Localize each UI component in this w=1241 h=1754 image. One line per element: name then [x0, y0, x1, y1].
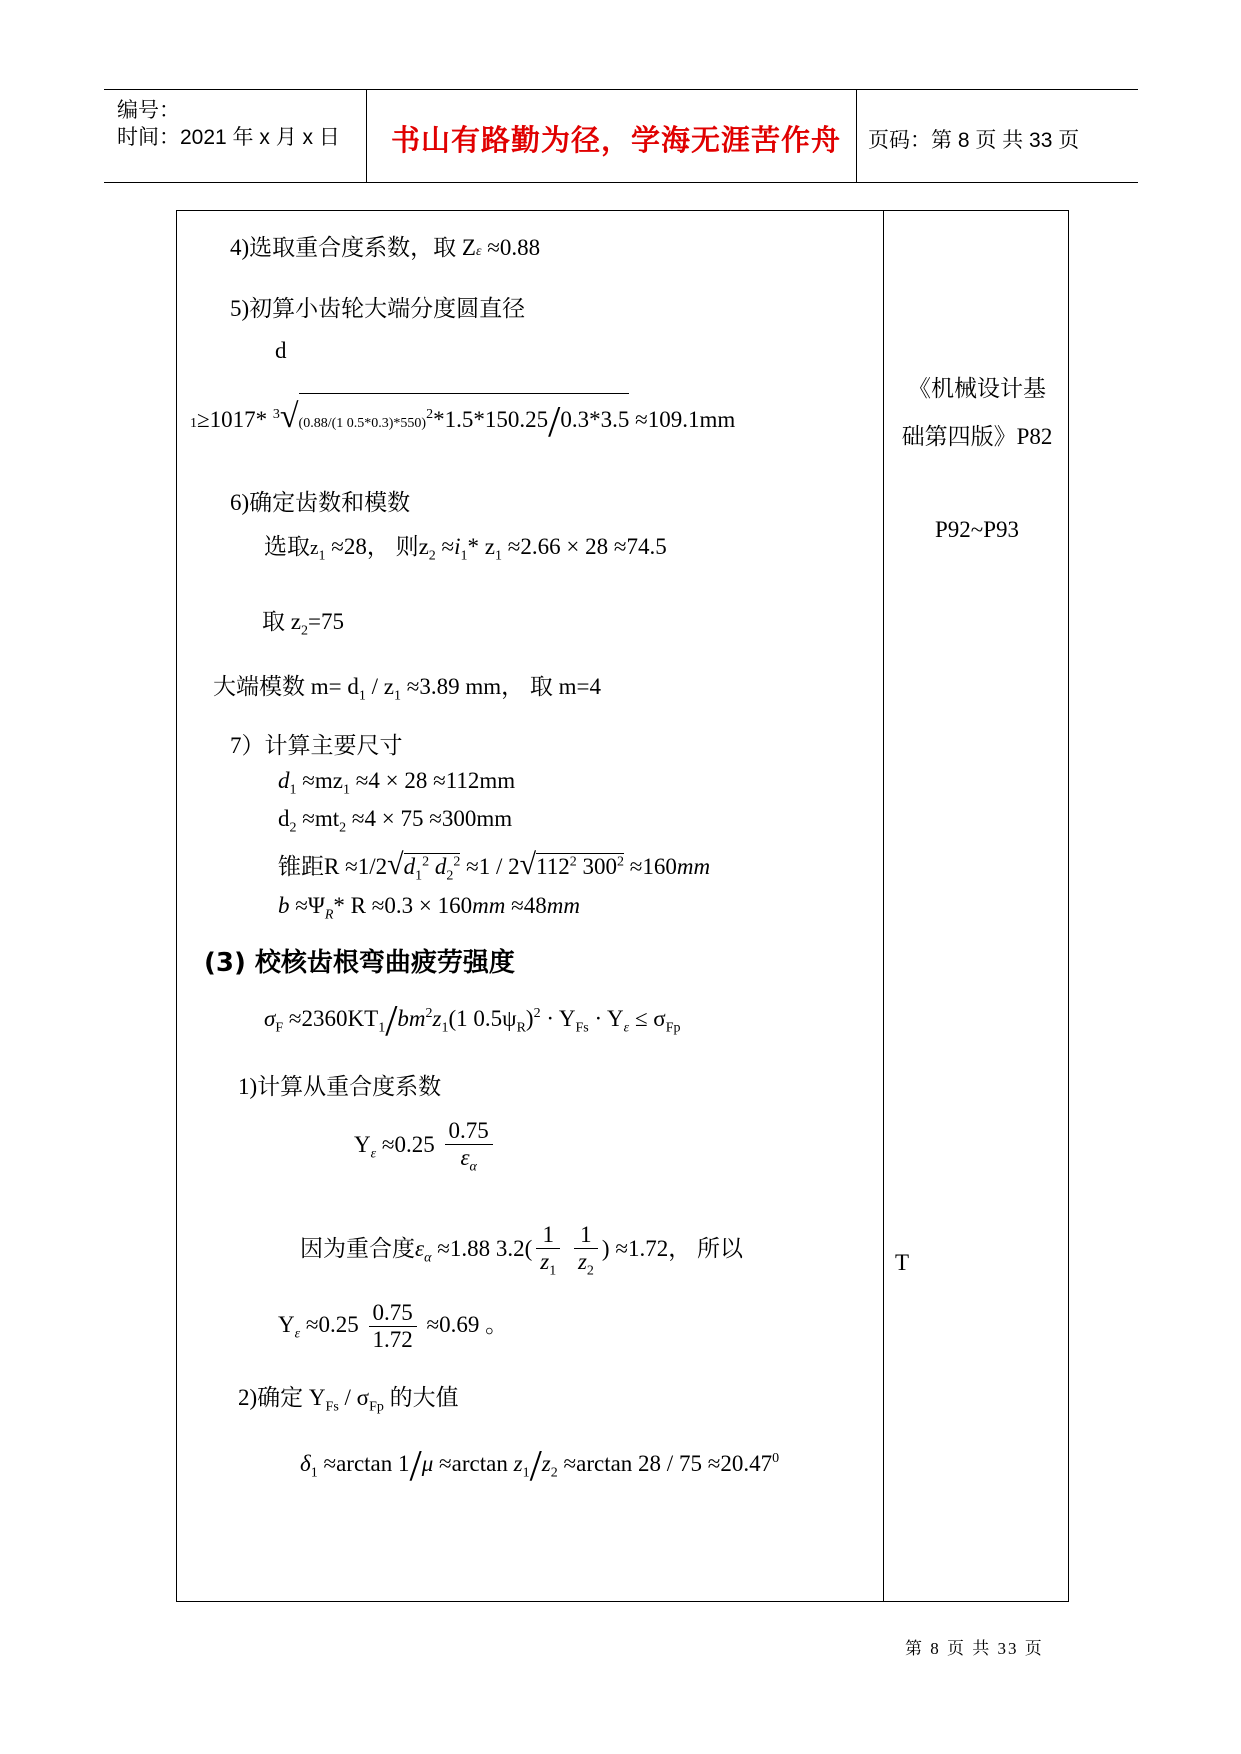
- header-divider-right: [856, 89, 857, 183]
- contact-ratio-line: 因为重合度$\varepsilon_\alpha \approx 1.88$ 3.2( $\frac{1}{z_1}$ $\frac{1}{z_2}$ ) ≈1.72， 所以: [300, 1222, 743, 1279]
- cone-distance-calc: 锥距$R \approx 1/2√d_1^2$ $d_2^2 \approx 1 / 2√112^2$ $300^2 \approx 160mm$: [278, 848, 711, 884]
- header-divider-left: [366, 89, 367, 183]
- d2-calc: $d_2 \approx mt_2 \approx 4 \times 75 \approx 300mm$: [278, 806, 513, 836]
- face-width-calc: $b \approx\Psi_R*$ R ≈0.3 × 160mm ≈48mm: [278, 893, 580, 923]
- step-2-heading: 2)确定 $Y_{Fs} / \sigma_{Fp}$ 的大值: [238, 1385, 459, 1415]
- formula-d-label: d: [275, 338, 287, 363]
- header-bottom-rule: [104, 182, 1138, 183]
- side-mark: T: [895, 1250, 910, 1275]
- reference-pages: P92~P93: [934, 517, 1020, 542]
- reference-line-1: 《机械设计基: [908, 376, 1046, 401]
- step-1-heading: 1)计算从重合度系数: [238, 1074, 442, 1099]
- step-7-heading: 7）计算主要尺寸: [230, 733, 403, 758]
- header-motto: 书山有路勤为径，学海无涯苦作舟: [391, 123, 842, 157]
- cone-angle-formula: $\delta_1 \approx\arctan$ 1/μ ≈arctan $z_1/z_2 \approx\arctan$ $28 / 75 \approx 20.47^0$: [300, 1441, 780, 1490]
- step-6-heading: 6)确定齿数和模数: [230, 490, 411, 515]
- page-footer: 第 8 页 共 33 页: [905, 1639, 1044, 1658]
- module-line: 大端模数 $m= d_1 / z_1 \approx 3.89$ mm， 取 m=4: [213, 674, 602, 704]
- page-indicator: 页码：第 8 页 共 33 页: [868, 129, 1080, 152]
- teeth-selection-line: 选取$z_1 \approx 28$， 则$z_2 \approx i_1*$ $z_1 \approx 2.66 \times 28 \approx 74.5$: [264, 534, 667, 564]
- formula-d1: 1≥1017* $^3$√(0.88/(1 0.5*0.3)*550)$^2$*1.5*150.25/0.3*3.5 ≈109.1mm: [190, 393, 735, 447]
- step-5-heading: 5)初算小齿轮大端分度圆直径: [230, 296, 526, 321]
- bending-stress-formula: $\sigma_F \approx 2360KT_1/bm^2z_1(1$ $0.5\psi_R)^2 \cdot Y_{Fs} \cdot Y_\varepsilon \le \sigma_{Fp}$: [264, 996, 681, 1045]
- y-epsilon-formula: $Y_\varepsilon \approx 0.25$ $\frac{0.75}{\varepsilon_\alpha}$: [354, 1118, 497, 1176]
- table-column-divider: [883, 210, 884, 1602]
- z2-selection-line: 取 $z_2=75$: [262, 609, 344, 639]
- y-epsilon-result: $Y_\varepsilon \approx 0.25$ $\frac{0.75}{1.72}$ ≈0.69 。: [278, 1300, 509, 1352]
- doc-number-label: 编号：: [117, 99, 180, 122]
- section-3-heading: (3) 校核齿根弯曲疲劳强度: [204, 948, 515, 978]
- doc-time-label: 时间：2021 年 x 月 x 日: [117, 126, 340, 149]
- step-4-line: 4)选取重合度系数，取 Zε ≈0.88: [230, 235, 541, 260]
- d1-calc: $d_1 \approx mz_1 \approx 4 \times 28 \approx 112mm$: [278, 768, 516, 798]
- reference-line-2: 础第四版》P82: [901, 424, 1053, 449]
- header-top-rule: [104, 89, 1138, 90]
